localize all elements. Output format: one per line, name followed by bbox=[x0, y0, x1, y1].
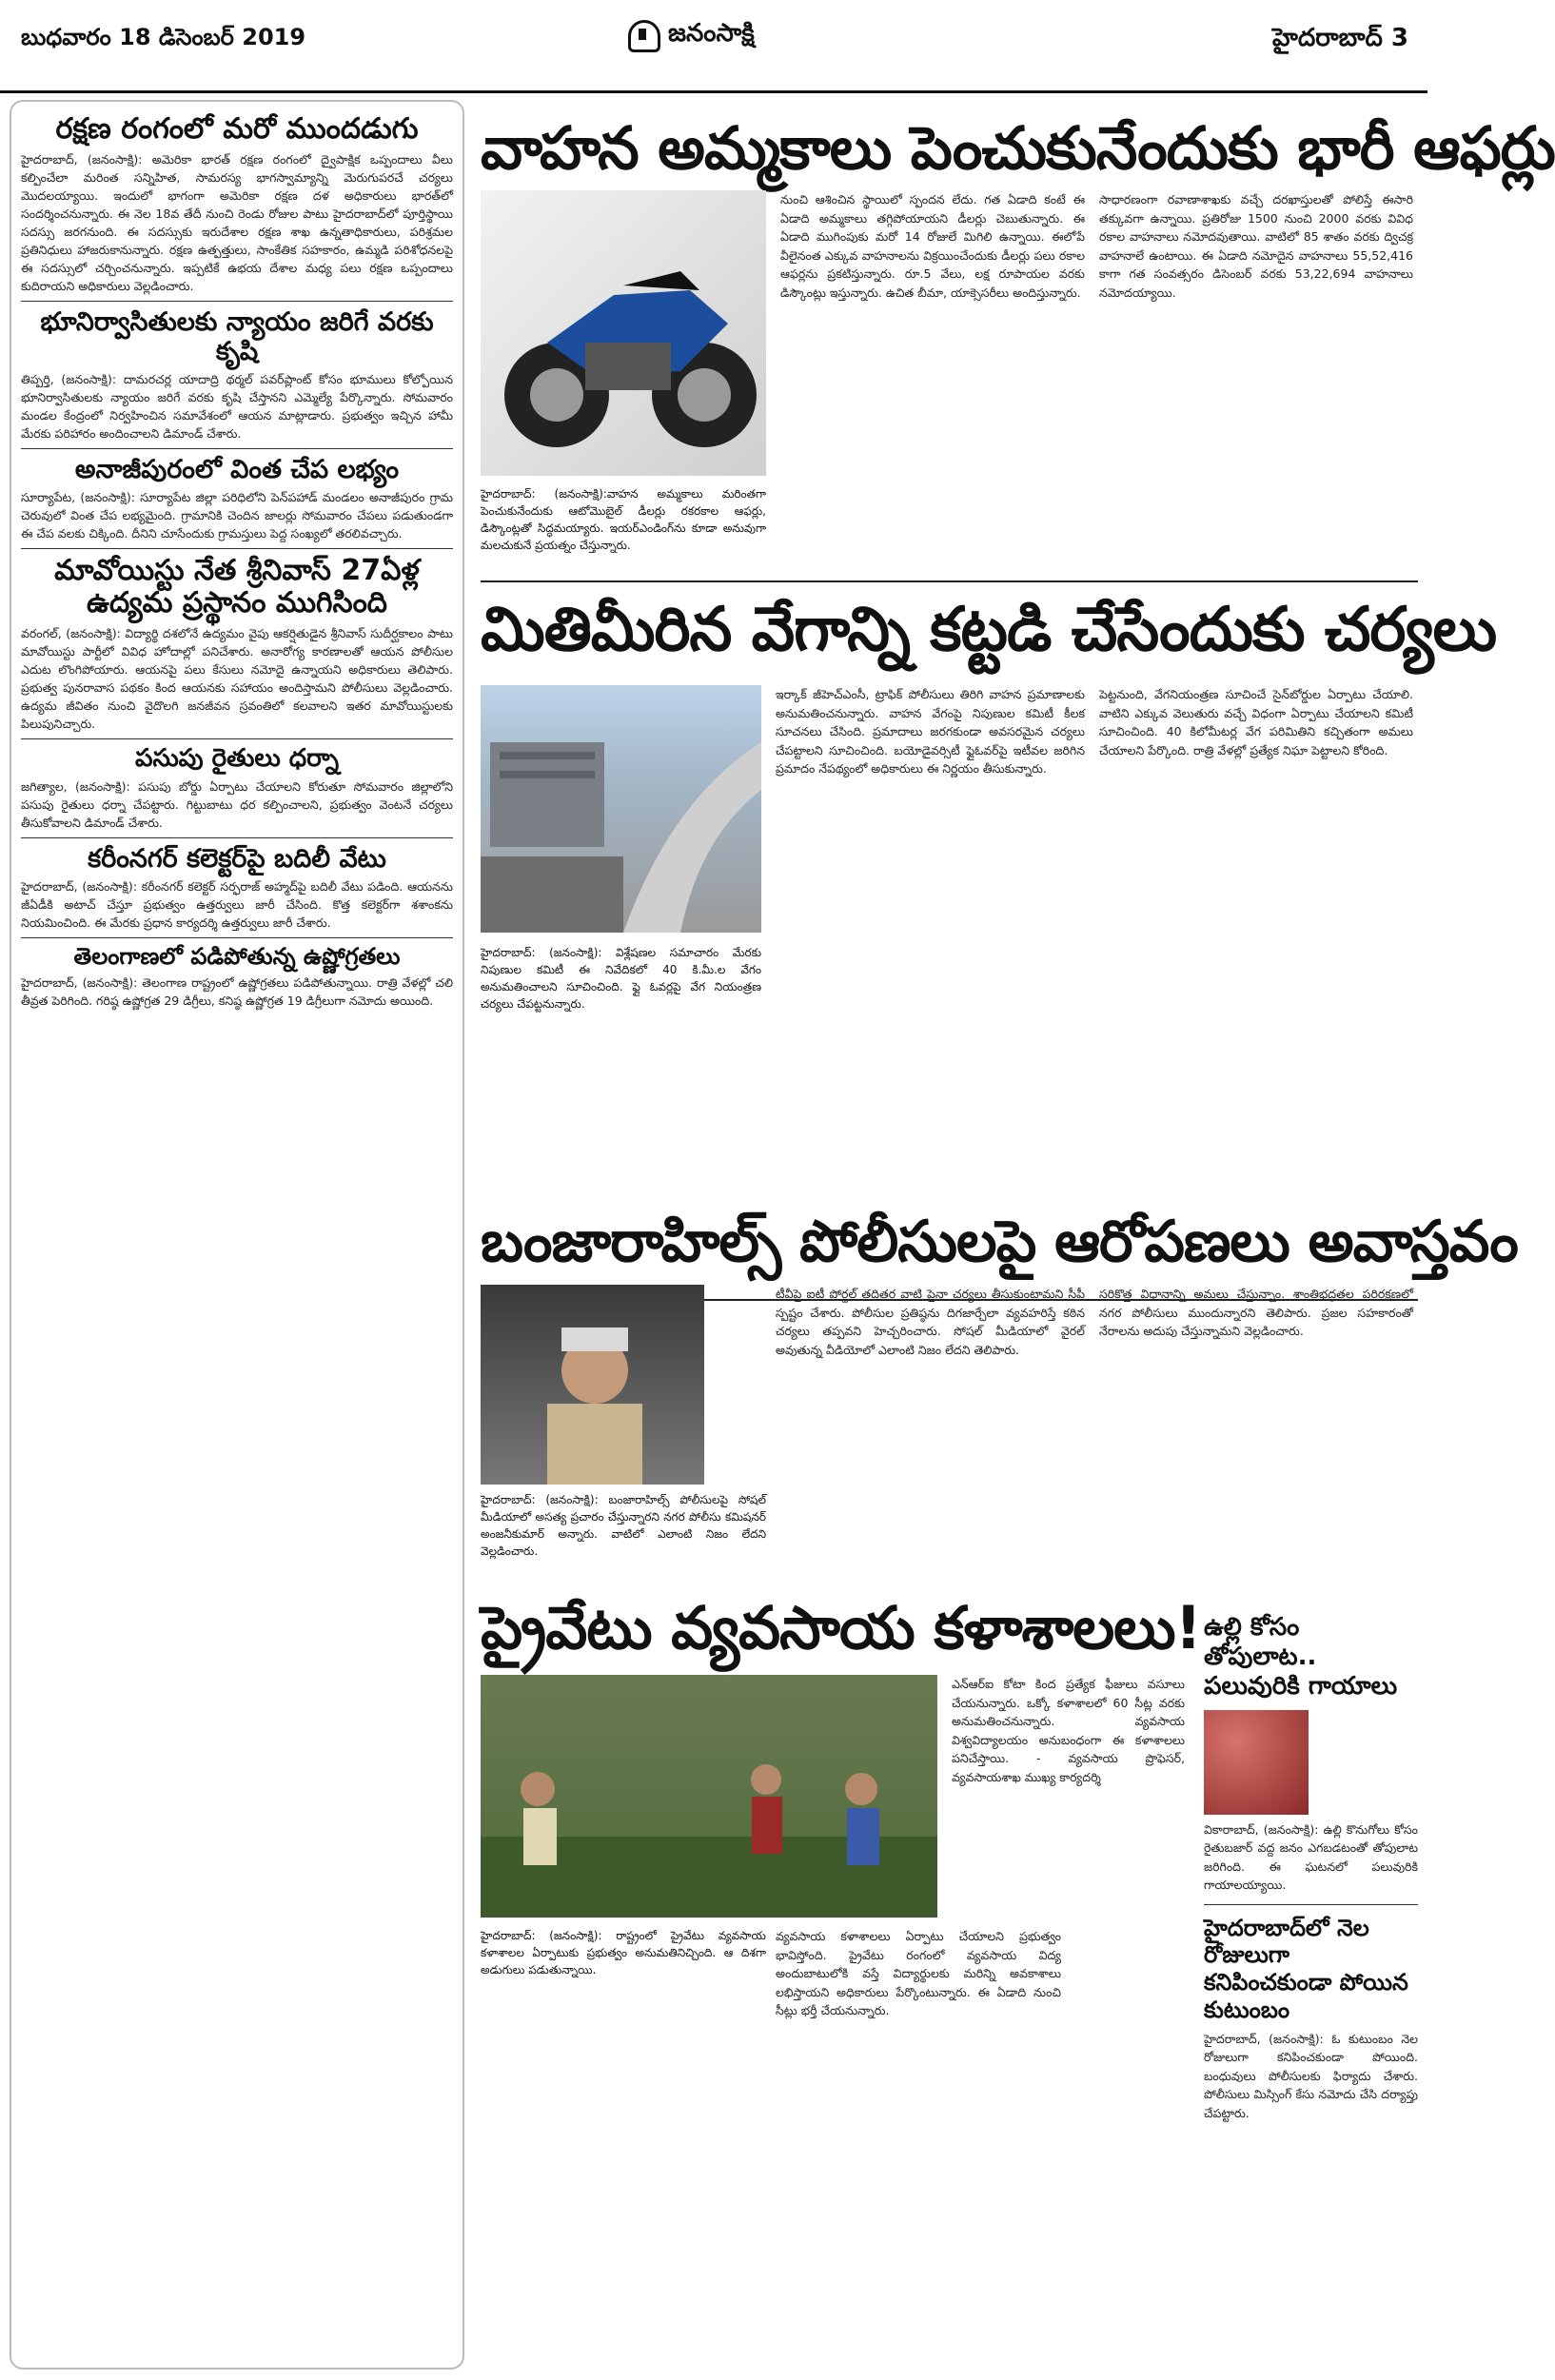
headline: ప్రైవేటు వ్యవసాయ కళాశాలలు! bbox=[481, 1593, 1201, 1662]
story-column-3: పెట్టనుంది, వేగనియంత్రణ సూచించే సైన్‌బోర్డుల ఏర్పాటు చేయాలి. వాటిని ఎక్కువ వెలుతురు వచ్చే విధంగా ఏర్పాటు చేయాలని కమిటీ సూచించింది. 40 కిలోమీటర్ల వేగ పరిమితిని కచ్చితంగా అమలు చేయాలని పేర్కొంది. రాత్రి వేళల్లో ప్రత్యేక నిఘా పెట్టాలని కోరింది. bbox=[1099, 687, 1413, 757]
story-column-3: సరికొత్త విధానాన్ని అమలు చేస్తున్నాం. శాంతిభద్రతల పరిరక్షణలో నగర పోలీసులు ముందున్నారని తెలిపారు. ప్రజల సహకారంతో నేరాలను అదుపు చేస్తున్నామని వెల్లడించారు. bbox=[1099, 1287, 1413, 1338]
sidebar-text-2: హైదరాబాద్, (జనంసాక్షి): ఓ కుటుంబం నెల రోజులుగా కనిపించకుండా పోయింది. బంధువులు పోలీసులకు ఫిర్యాదు చేశారు. పోలీసులు మిస్సింగ్ కేసు నమోదు చేసి దర్యాప్తు చేపట్టారు. bbox=[1204, 2031, 1418, 2120]
left-text-7: హైదరాబాద్, (జనంసాక్షి): తెలంగాణ రాష్ట్రంలో ఉష్ణోగ్రతలు పడిపోతున్నాయి. రాత్రి వేళల్లో చలి తీవ్రత పెరిగింది. గరిష్ఠ ఉష్ణోగ్రత 29 డిగ్రీలు, కనిష్ఠ ఉష్ణోగ్రత 19 డిగ్రీలుగా నమోదు అయింది. bbox=[21, 975, 453, 1009]
story-column-3: ఎన్ఆర్ఐ కోటా కింద ప్రత్యేక ఫీజులు వసూలు చేయనున్నారు. ఒక్కో కళాశాలలో 60 సీట్ల వరకు అనుమతించనున్నారు. వ్యవసాయ విశ్వవిద్యాలయం అనుబంధంగా ఈ కళాశాలలు పనిచేస్తాయి. - వ్యవసాయ ప్రొఫెసర్, వ్యవసాయశాఖ ముఖ్య కార్యదర్శి bbox=[952, 1677, 1185, 1784]
page-city: హైదరాబాద్ 3 bbox=[1272, 24, 1408, 52]
left-headline-1: రక్షణ రంగంలో మరో ముందడుగు bbox=[55, 112, 419, 146]
motorcycle-photo bbox=[481, 190, 766, 476]
photo-caption: హైదరాబాద్: (జనంసాక్షి): బంజారాహిల్స్ పోలీసులపై సోషల్ మీడియాలో అసత్య ప్రచారం చేస్తున్నారని నగర పోలీసు కమిషనర్ అంజనీకుమార్ అన్నారు. వాటిలో ఎలాంటి నిజం లేదని వెల్లడించారు. bbox=[481, 1493, 766, 1558]
main-area bbox=[481, 100, 1555, 2370]
story-vehicle-offers bbox=[481, 100, 1555, 580]
onion-photo bbox=[1204, 1710, 1309, 1815]
left-text-6: హైదరాబాద్, (జనంసాక్షి): కరీంనగర్ కలెక్టర్ సర్ఫరాజ్ అహ్మద్‌పై బదిలీ వేటు పడింది. ఆయనను జీఏడీకి అటాచ్ చేస్తూ ప్రభుత్వం ఉత్తర్వులు జారీ చేసింది. కొత్త కలెక్టర్‌గా శశాంకను నియమించింది. ఈ మేరకు ప్రధాన కార్యదర్శి ఉత్తర్వులు జారీ చేశారు. bbox=[21, 878, 453, 930]
left-text-1: హైదరాబాద్, (జనంసాక్షి): అమెరికా భారత్ రక్షణ రంగంలో ద్వైపాక్షిక ఒప్పందాలు వీలు కల్పించేలా మరింత సన్నిహిత, సామరస్య భాగస్వామ్యాన్ని మెరుగుపరచే చర్యలు మొదలయ్యాయి. ఇందులో భాగంగా అమెరికా రక్షణ దళ అధికారులు భారత్‌లో సందర్శించనున్నారు. ఈ నెల 18వ తేదీ నుంచి రెండు రోజుల పాటు హైదరాబాద్‌లో పూర్తిస్థాయి సదస్సు జరగనుంది. ఈ సదస్సుకు ఇరుదేశాల రక్షణ శాఖ ఉన్నతాధికారులు, పరిశ్రమల ప్రతినిధులు హాజరుకానున్నారు. రక్షణ ఉత్పత్తులు, సాంకేతిక సహకారం, ఉమ్మడి పరిశోధనలపై ఈ సదస్సులో చర్చించనున్నారు. ఇప్పటికే ఉభయ దేశాల మధ్య పలు రక్షణ ఒప్పందాలు కుదిరాయని అధికారులు వెల్లడించారు. bbox=[21, 151, 453, 293]
left-text-3: సూర్యాపేట, (జనంసాక్షి): సూర్యాపేట జిల్లా పరిధిలోని పెన్‌పహాడ్ మండలం అనాజీపురం గ్రామ చెరువులో వింత చేప లభ్యమైంది. గ్రామానికి చెందిన జాలర్లు సోమవారం చేపలు పడుతుండగా ఈ చేప వలకు చిక్కింది. దీనిని చూసేందుకు గ్రామస్తులు పెద్ద సంఖ్యలో తరలివచ్చారు. bbox=[21, 489, 453, 541]
story-banjara-hills bbox=[481, 1209, 1518, 1594]
left-headline-2: భూనిర్వాసితులకు న్యాయం జరిగే వరకు కృషి bbox=[40, 306, 434, 366]
story-column-2: ఇర్కాక్ జీహెచ్ఎంసీ, ట్రాఫిక్ పోలీసులు తిరిగి వాహన ప్రమాణాలకు అనుమతించనున్నారు. వాహన వేగంపై నిపుణుల కమిటీ కీలక సూచనలు చేసింది. ప్రమాదాలు జరగకుండా అవసరమైన చర్యలు చేపట్టాలని సూచించింది. బయోడైవర్సిటీ ఫ్లైఓవర్‌పై ఇటీవల జరిగిన ప్రమాదం నేపథ్యంలో అధికారులు ఈ నిర్ణయం తీసుకున్నారు. bbox=[776, 687, 1085, 776]
left-column bbox=[10, 100, 464, 2370]
date: బుధవారం 18 డిసెంబర్ 2019 bbox=[21, 24, 306, 50]
flyover-photo bbox=[481, 685, 761, 933]
masthead bbox=[0, 0, 1427, 93]
left-headline-6: కరీంనగర్ కలెక్టర్‌పై బదిలీ వేటు bbox=[88, 843, 386, 874]
headline: మితిమీరిన వేగాన్ని కట్టడి చేసేందుకు చర్యలు bbox=[481, 595, 1497, 665]
headline: బంజారాహిల్స్ పోలీసులపై ఆరోపణలు అవాస్తవం bbox=[481, 1209, 1518, 1275]
left-headline-5: పసుపు రైతులు ధర్నా bbox=[134, 743, 340, 773]
agri-students-photo bbox=[481, 1675, 937, 1918]
logo bbox=[628, 19, 755, 53]
left-text-5: జగిత్యాల, (జనంసాక్షి): పసుపు బోర్డు ఏర్పాటు చేయాలని కోరుతూ సోమవారం జిల్లాలోని పసుపు రైతులు ధర్నా చేపట్టారు. గిట్టుబాటు ధర కల్పించాలని, ప్రభుత్వం వెంటనే చర్యలు తీసుకోవాలని డిమాండ్ చేశారు. bbox=[21, 778, 453, 830]
sidebar-headline-1: ఉల్లి కోసం తోపులాట.. పలువురికి గాయాలు bbox=[1204, 1613, 1398, 1701]
left-text-2: తిప్పర్తి, (జనంసాక్షి): దామరచర్ల యాదాద్రి థర్మల్ పవర్‌ప్లాంట్ కోసం భూములు కోల్పోయిన భూనిర్వాసితులకు న్యాయం జరిగే వరకు కృషి చేస్తానని ఎమ్మెల్యే పేర్కొన్నారు. సోమవారం మండల కేంద్రంలో నిర్వహించిన సమావేశంలో ఆయన మాట్లాడారు. ప్రభుత్వం ఇచ్చిన హామీ మేరకు పరిహారం అందించాలని డిమాండ్ చేశారు. bbox=[21, 371, 453, 441]
photo-caption: హైదరాబాద్: (జనంసాక్షి): విశ్లేషణల సమాచారం మేరకు నిపుణుల కమిటీ ఈ నివేదికలో 40 కి.మీ.ల వేగం అనుమతించాలని సూచించింది. ఫ్లై ఓవర్లపై వేగ నియంత్రణ చర్యలు చేపట్టనున్నారు. bbox=[481, 946, 761, 1011]
sidebar-headline-2: హైదరాబాద్‌లో నెల రోజులుగా కనిపించకుండా పోయిన కుటుంబం bbox=[1204, 1914, 1408, 2023]
police-photo bbox=[481, 1285, 704, 1485]
photo-caption: హైదరాబాద్: (జనంసాక్షి): రాష్ట్రంలో ప్రైవేటు వ్యవసాయ కళాశాలల ఏర్పాటుకు ప్రభుత్వం అనుమతినిచ్చింది. ఆ దిశగా అడుగులు పడుతున్నాయి. bbox=[481, 1929, 766, 1977]
left-headline-4: మావోయిస్టు నేత శ్రీనివాస్ 27ఏళ్ల ఉద్యమ ప్రస్థానం ముగిసింది bbox=[54, 553, 420, 620]
left-headline-7: తెలంగాణలో పడిపోతున్న ఉష్ణోగ్రతలు bbox=[73, 942, 401, 970]
sidebar-text-1: వికారాబాద్, (జనంసాక్షి): ఉల్లి కొనుగోలు కోసం రైతుబజార్ వద్ద జనం ఎగబడటంతో తోపులాట జరిగింది. ఈ ఘటనలో పలువురికి గాయాలయ్యాయి. bbox=[1204, 1821, 1418, 1893]
story-speed-control bbox=[481, 590, 1497, 1299]
story-column-2: టీవీపై ఐటీ పోర్టల్ తదితర వాటి పైనా చర్యలు తీసుకుంటామని సీపీ స్పష్టం చేశారు. పోలీసుల ప్రతిష్ఠను దిగజార్చేలా వ్యవహరిస్తే కఠిన చర్యలు తప్పవని హెచ్చరించారు. సోషల్ మీడియాలో వైరల్ అవుతున్న వీడియోలో ఎలాంటి నిజం లేదని తెలిపారు. bbox=[776, 1287, 1085, 1357]
story-column-2: నుంచి ఆశించిన స్థాయిలో స్పందన లేదు. గత ఏడాది కంటే ఈ ఏడాది అమ్మకాలు తగ్గిపోయాయని డీలర్లు చెబుతున్నారు. ఈ ఏడాది ముగింపుకు మరో 14 రోజులే మిగిలి ఉన్నాయి. ఈలోపే వీలైనంత ఎక్కువ వాహనాలను విక్రయించేందుకు డీలర్లు పలు రకాల ఆఫర్లను ప్రకటిస్తున్నారు. రూ.5 వేలు, లక్ష రూపాయల వరకు డిస్కౌంట్లు ఇస్తున్నారు. ఉచిత బీమా, యాక్సెసరీలు అందిస్తున్నారు. bbox=[780, 192, 1085, 300]
photo-caption: హైదరాబాద్: (జనంసాక్షి):వాహన అమ్మకాలు మరింతగా పెంచుకునేందుకు ఆటోమొబైల్ డీలర్లు రకరకాల ఆఫర్లు, డిస్కౌంట్లతో సిద్ధమయ్యారు. ఇయర్ఎండింగ్‌ను కూడా అనువుగా మలచుకునే ప్రయత్నం చేస్తున్నారు. bbox=[481, 487, 766, 552]
logo-icon bbox=[628, 20, 660, 52]
sidebar-stories bbox=[1204, 1613, 1418, 2122]
story-column-2: వ్యవసాయ కళాశాలలు ఏర్పాటు చేయాలని ప్రభుత్వం భావిస్తోంది. ప్రైవేటు రంగంలో వ్యవసాయ విద్య అందుబాటులోకి వస్తే విద్యార్థులకు మరిన్ని అవకాశాలు లభిస్తాయని అధికారులు పేర్కొంటున్నారు. ఈ ఏడాది నుంచి సీట్లు భర్తీ చేయనున్నారు. bbox=[776, 1929, 1061, 2017]
left-text-4: వరంగల్, (జనంసాక్షి): విద్యార్థి దశలోనే ఉద్యమం వైపు ఆకర్షితుడైన శ్రీనివాస్ సుదీర్ఘకాలం పాటు మావోయిస్టు పార్టీలో వివిధ హోదాల్లో పనిచేశారు. అనారోగ్య కారణాలతో ఆయన పోలీసుల ఎదుట లొంగిపోయారు. ఆయనపై పలు కేసులు నమోదై ఉన్నాయని అధికారులు తెలిపారు. ప్రభుత్వ పునరావాస పథకం కింద ఆయనకు సహాయం అందిస్తామని పోలీసులు వెల్లడించారు. ఉద్యమ జీవితం నుంచి వైదొలగి జనజీవన స్రవంతిలో కలవాలని ఇతర మావోయిస్టులకు పిలుపునిచ్చారు. bbox=[21, 625, 453, 731]
story-column-3: సాధారణంగా రవాణాశాఖకు వచ్చే దరఖాస్తులతో పోలిస్తే ఈసారి తక్కువగా ఉన్నాయి. ప్రతిరోజు 1500 నుంచి 2000 వరకు వివిధ రకాల వాహనాలు నమోదవుతాయి. వాటిలో 85 శాతం వరకు ద్విచక్ర వాహనాలే ఉంటాయి. ఈ ఏడాది నమోదైన వాహనాలు 55,52,416 కాగా గత సంవత్సరం డిసెంబర్ వరకు 53,22,694 వాహనాలు నమోదయ్యాయి. bbox=[1099, 192, 1413, 300]
left-headline-3: అనాజీపురంలో వింత చేప లభ్యం bbox=[74, 454, 400, 484]
paper-name: జనంసాక్షి bbox=[668, 19, 755, 48]
headline: వాహన అమ్మకాలు పెంచుకునేందుకు భారీ ఆఫర్లు bbox=[481, 113, 1555, 183]
story-private-agri-colleges bbox=[481, 1593, 1418, 2365]
